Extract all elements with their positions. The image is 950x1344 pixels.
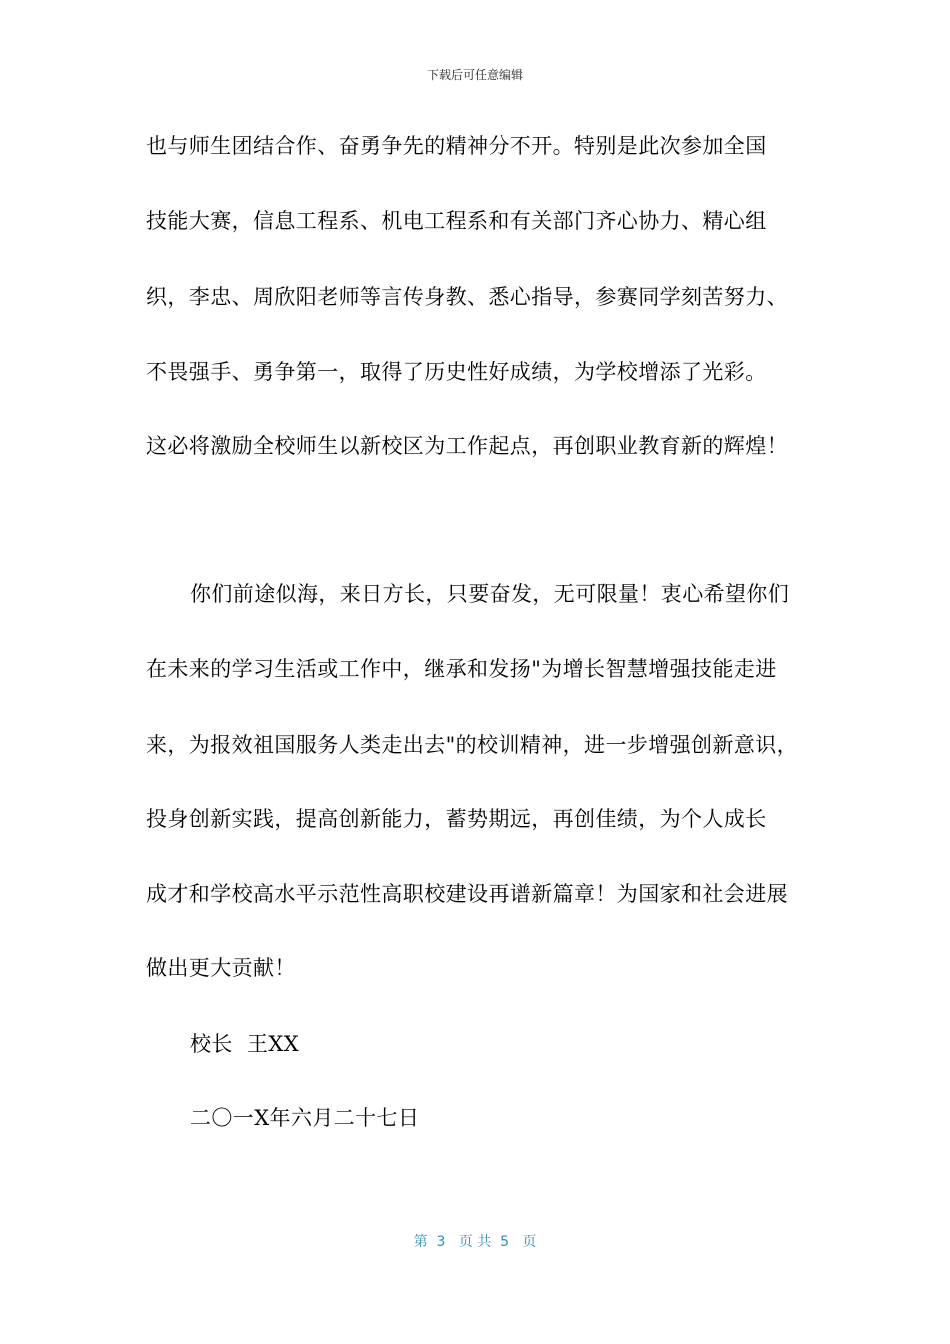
- paragraph2-line-1: 你们前途似海，来日方长，只要奋发，无可限量！衷心希望你们: [190, 582, 790, 606]
- page-footer: 第 3 页 共 5 页: [413, 1234, 537, 1250]
- paragraph2-line-6: 做出更大贡献！: [146, 956, 296, 980]
- paragraph2-line-4: 投身创新实践，提高创新能力，蓄势期远，再创佳绩，为个人成长: [146, 807, 767, 831]
- paragraph2-line-2: 在未来的学习生活或工作中，继承和发扬"为增长智慧增强技能走进: [146, 657, 777, 681]
- header-note: 下载后可任意编辑: [426, 68, 523, 82]
- paragraph1-line-2: 技能大赛，信息工程系、机电工程系和有关部门齐心协力、精心组: [146, 209, 767, 233]
- signature-date: 二〇一X年六月二十七日: [190, 1106, 420, 1130]
- paragraph1-line-4: 不畏强手、勇争第一，取得了历史性好成绩，为学校增添了光彩。: [146, 360, 767, 384]
- paragraph1-line-1: 也与师生团结合作、奋勇争先的精神分不开。特别是此次参加全国: [146, 134, 767, 158]
- signature-name: 校长 王XX: [190, 1032, 300, 1056]
- paragraph1-line-5: 这必将激励全校师生以新校区为工作起点，再创职业教育新的辉煌！: [146, 434, 788, 458]
- paragraph2-line-3: 来，为报效祖国服务人类走出去"的校训精神，进一步增强创新意识，: [146, 733, 799, 757]
- paragraph1-line-3: 织，李忠、周欣阳老师等言传身教、悉心指导，参赛同学刻苦努力、: [146, 285, 788, 309]
- paragraph2-line-5: 成才和学校高水平示范性高职校建设再谱新篇章！为国家和社会进展: [146, 882, 788, 906]
